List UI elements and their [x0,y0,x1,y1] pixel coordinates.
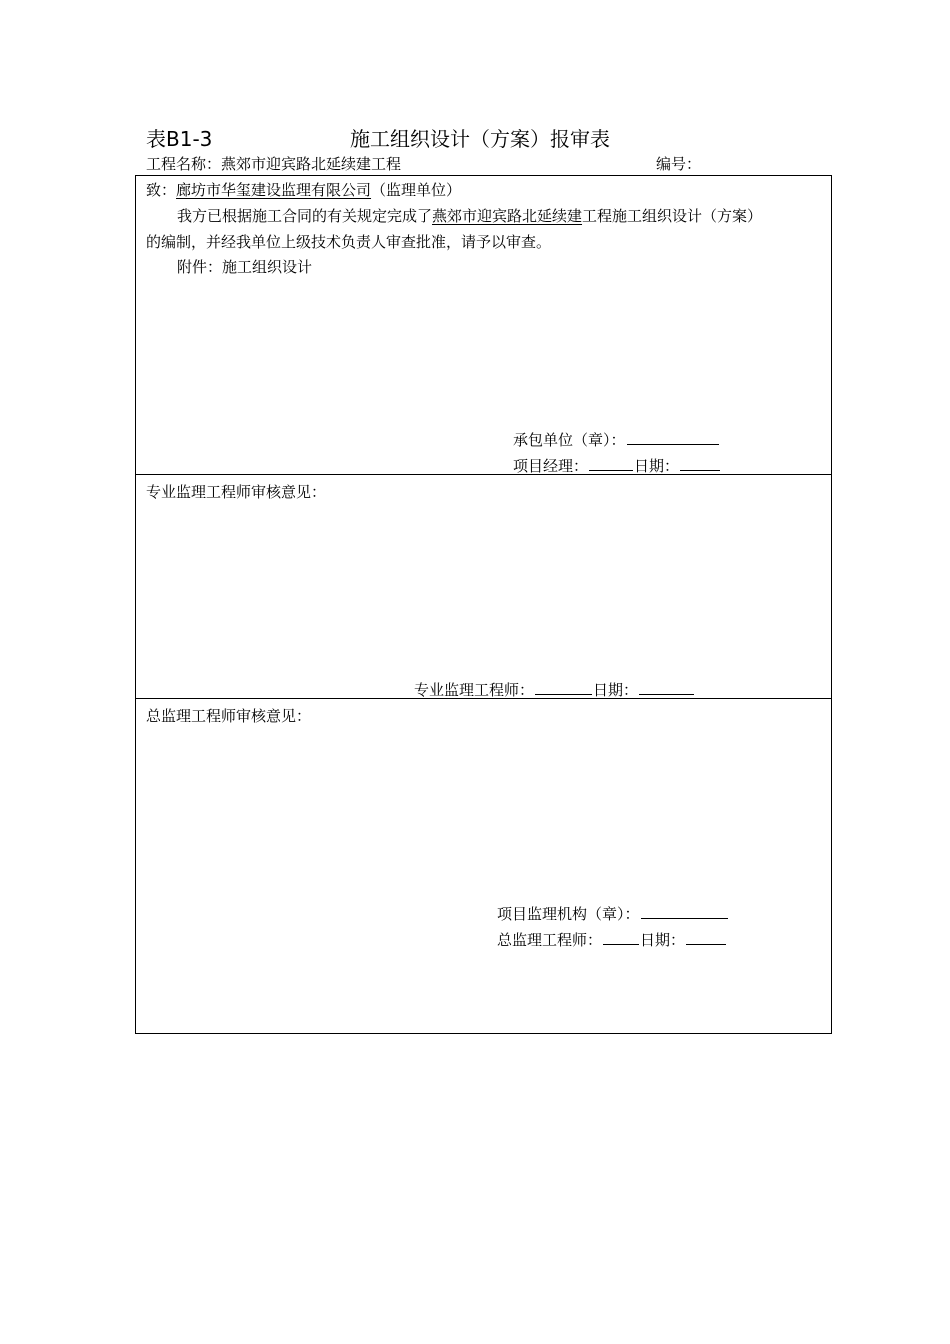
serial-number-label: 编号： [656,155,702,173]
chief-opinion-label: 总监理工程师审核意见： [146,707,312,725]
contractor-seal-blank[interactable] [627,430,719,445]
form-title: 施工组织设计（方案）报审表 [350,127,610,151]
specialist-date-blank[interactable] [639,680,694,695]
attachment-line: 附件：施工组织设计 [177,258,313,276]
contractor-seal-line: 承包单位（章）： [513,429,720,450]
body-project-name: 燕郊市迎宾路北延续建 [432,207,583,225]
org-seal-line: 项目监理机构（章）： [497,903,729,924]
form-code: 表B1-3 [146,127,213,151]
org-seal-blank[interactable] [641,904,728,919]
project-line [146,153,401,174]
contractor-date-blank[interactable] [680,456,720,471]
divider-1 [136,474,831,475]
supervisor-suffix: （监理单位） [371,181,462,199]
project-label: 工程名称： [146,155,222,173]
chief-engineer-blank[interactable] [603,930,639,945]
chief-signature-line: 总监理工程师： 日期： [497,929,727,950]
specialist-engineer-blank[interactable] [535,680,592,695]
supervisor-company: 廊坊市华玺建设监理有限公司 [176,181,372,199]
addressee-line [146,179,461,200]
project-name: 燕郊市迎宾路北延续建工程 [221,155,402,173]
divider-2 [136,698,831,699]
project-manager-line: 项目经理： 日期： [513,455,721,476]
specialist-opinion-label: 专业监理工程师审核意见： [146,483,327,501]
form-table [135,175,832,1034]
body-line-1: 我方已根据施工合同的有关规定完成了燕郊市迎宾路北延续建工程施工组织设计（方案） [177,207,763,225]
chief-date-blank[interactable] [686,930,726,945]
body-line-2: 的编制，并经我单位上级技术负责人审查批准，请予以审查。 [146,233,552,251]
project-manager-blank[interactable] [589,456,633,471]
to-label: 致： [146,181,177,199]
specialist-signature-line: 专业监理工程师： 日期： [414,679,695,700]
